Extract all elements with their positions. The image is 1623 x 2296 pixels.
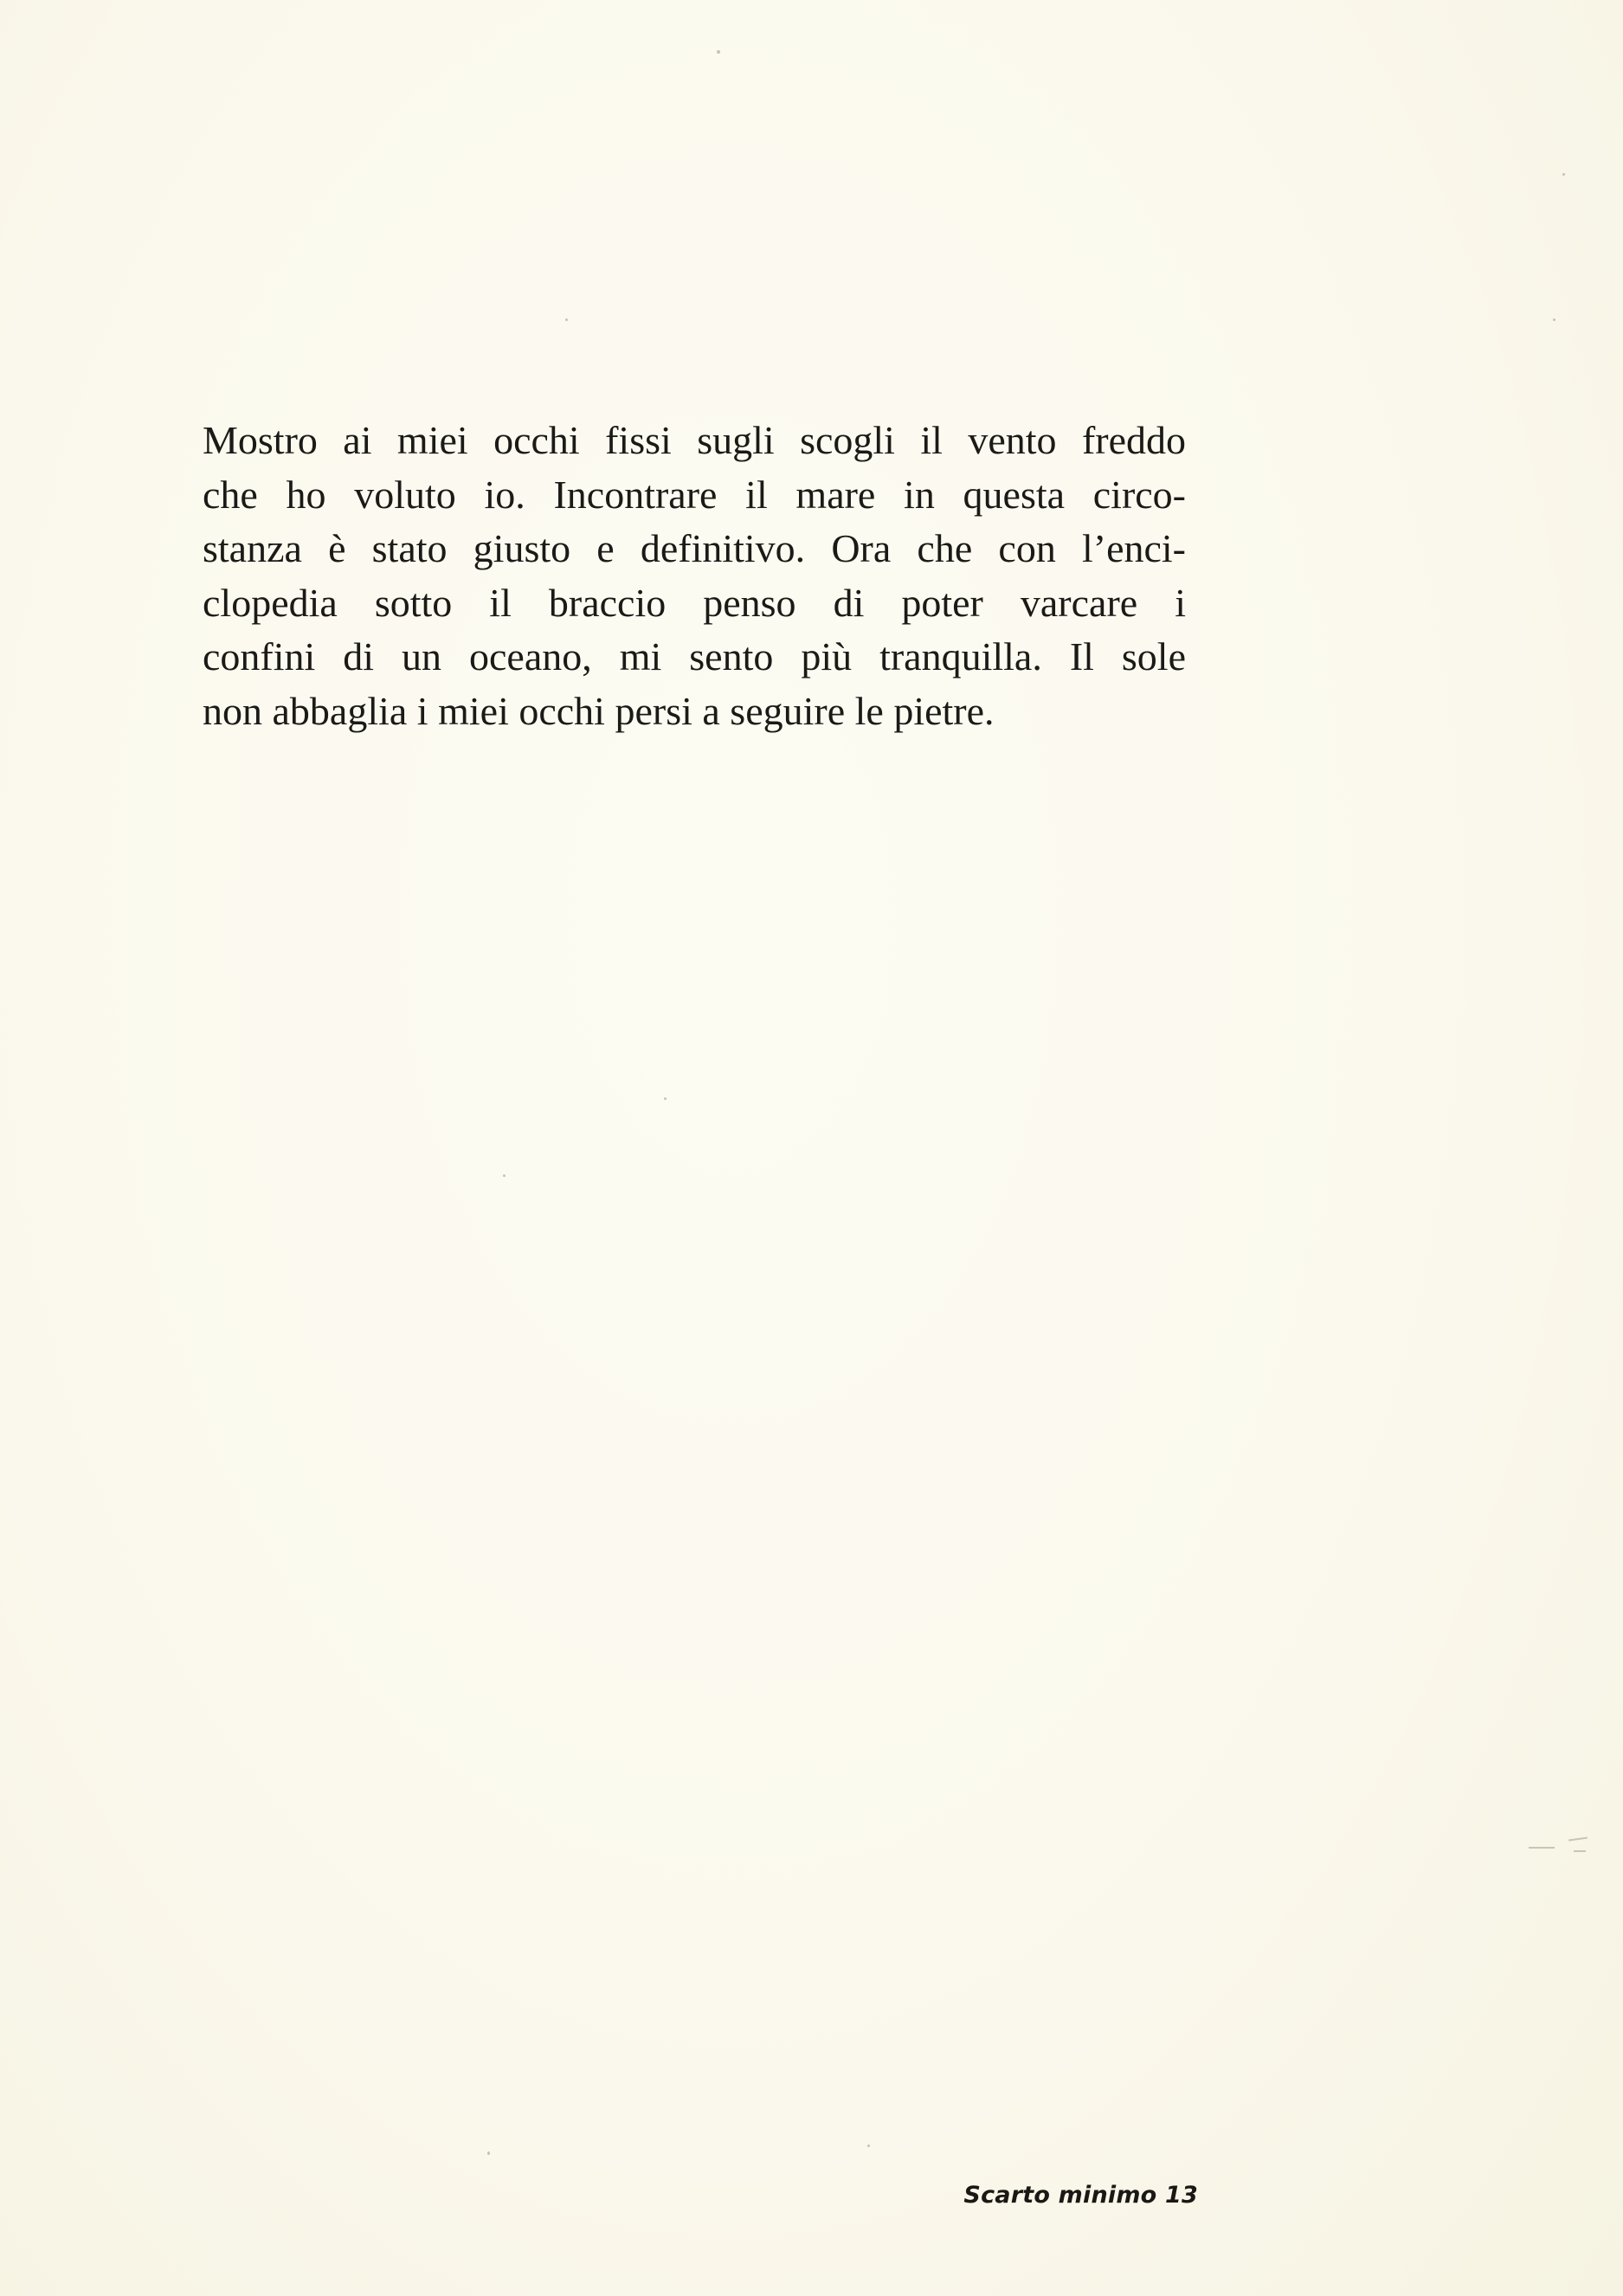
paper-speck [1553, 318, 1555, 321]
paper-speck [503, 1174, 506, 1177]
paper-speck [867, 2145, 870, 2147]
paper-speck [664, 1097, 667, 1100]
text-line: che ho voluto io. Incontrare il mare in questa circo- [203, 472, 1186, 517]
text-line: confini di un oceano, mi sento più tranquilla. Il sole [203, 634, 1186, 679]
paper-speck [1562, 173, 1565, 176]
scan-mark [1568, 1836, 1588, 1841]
scan-mark [1574, 1850, 1586, 1852]
text-line: non abbaglia i miei occhi persi a seguire le pietre. [203, 688, 995, 733]
body-paragraph [203, 414, 1186, 738]
paper-speck [717, 50, 720, 54]
text-line: clopedia sotto il braccio penso di poter varcare i [203, 580, 1186, 625]
text-line: stanza è stato giusto e definitivo. Ora che con l’enci- [203, 526, 1186, 570]
scan-mark [1529, 1847, 1555, 1849]
text-line: Mostro ai miei occhi fissi sugli scogli il vento freddo [203, 418, 1186, 462]
paper-speck [487, 2151, 490, 2155]
running-footer-page-number: Scarto minimo 13 [963, 2182, 1198, 2209]
paper-speck [565, 318, 568, 321]
